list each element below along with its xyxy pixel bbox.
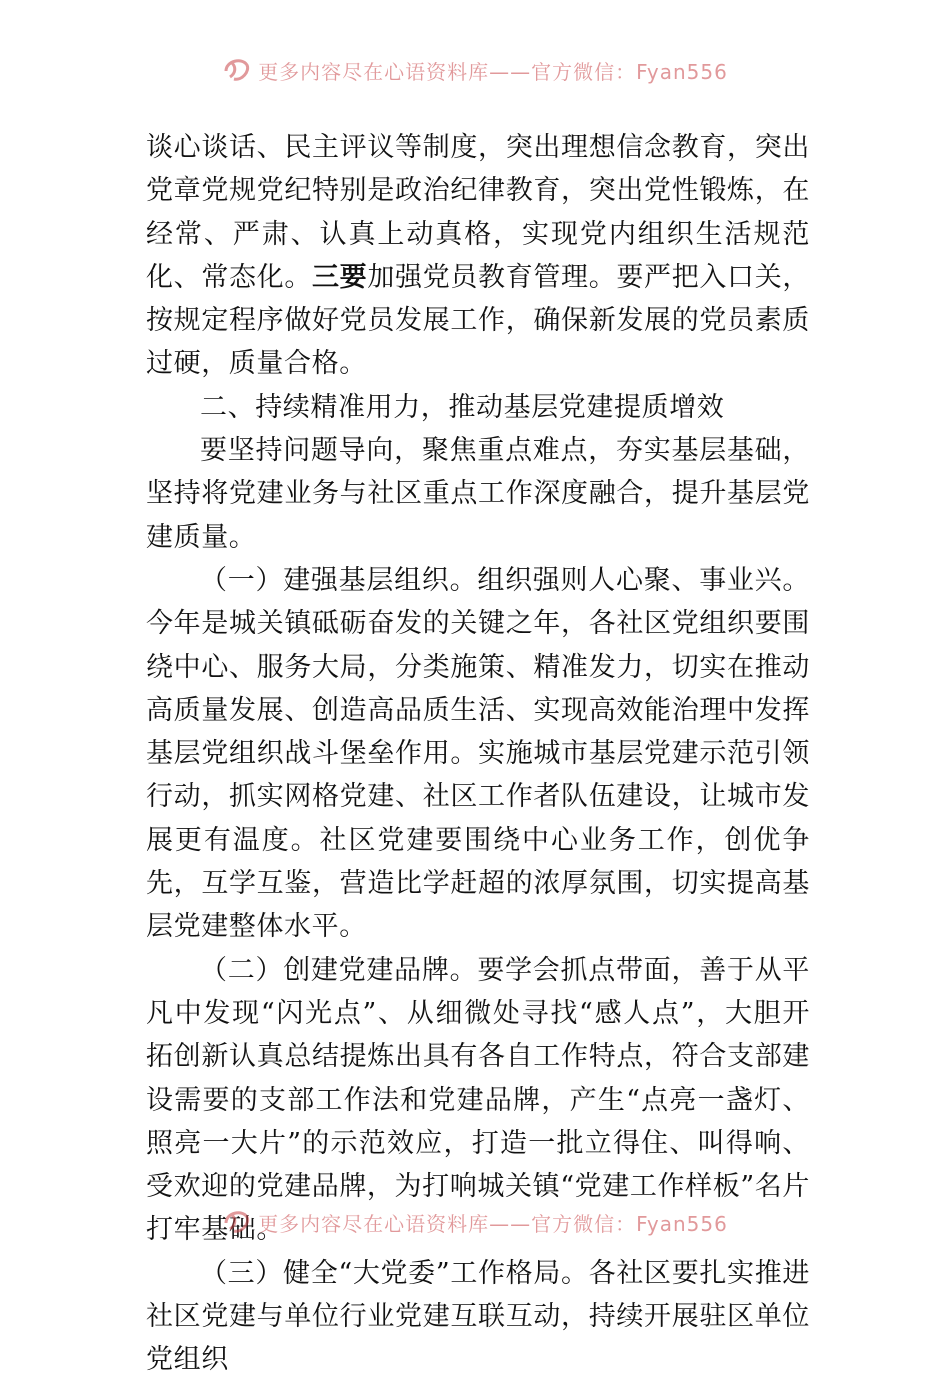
paragraph-1 bbox=[146, 126, 810, 386]
brand-logo-icon bbox=[222, 55, 252, 85]
watermark-text: 更多内容尽在心语资料库——官方微信：Fyan556 bbox=[258, 1211, 728, 1236]
header-watermark bbox=[0, 50, 950, 90]
paragraph-4: （二）创建党建品牌。要学会抓点带面，善于从平凡中发现“闪光点”、从细微处寻找“感人点”，大胆开拓创新认真总结提炼出具有各自工作特点，符合支部建设需要的支部工作法和党建品牌，产生“点亮一盏灯、照亮一大片”的示范效应，打造一批立得住、叫得响、受欢迎的党建品牌，为打响城关镇“党建工作样板”名片打牢基础。 bbox=[146, 954, 810, 1246]
section-heading-2: 二、持续精准用力，推动基层党建提质增效 bbox=[200, 391, 725, 423]
paragraph-3: （一）建强基层组织。组织强则人心聚、事业兴。今年是城关镇砥砺奋发的关键之年，各社区党组织要围绕中心、服务大局，分类施策、精准发力，切实在推动高质量发展、创造高品质生活、实现高效能治理中发挥基层党组织战斗堡垒作用。实施城市基层党建示范引领行动，抓实网格党建、社区工作者队伍建设，让城市发展更有温度。社区党建要围绕中心业务工作，创优争先，互学互鉴，营造比学赶超的浓厚氛围，切实提高基层党建整体水平。 bbox=[146, 564, 810, 943]
paragraph-1-text-b: 加强党员教育管理。要严把入口关，按规定程序做好党员发展工作，确保新发展的党员素质过硬，质量合格。 bbox=[146, 261, 810, 380]
paragraph-1-text-a: 谈心谈话、民主评议等制度，突出理想信念教育，突出党章党规党纪特别是政治纪律教育，突出党性锻炼，在经常、严肃、认真上动真格，实现党内组织生活规范化、常态化。 bbox=[146, 132, 810, 293]
paragraph-1-bold: 三要 bbox=[312, 261, 368, 293]
footer-watermark bbox=[0, 1202, 950, 1242]
document-body bbox=[146, 126, 810, 1382]
watermark-text: 更多内容尽在心语资料库——官方微信：Fyan556 bbox=[258, 59, 728, 84]
paragraph-5: （三）健全“大党委”工作格局。各社区要扎实推进社区党建与单位行业党建互联互动，持续开展驻区单位党组织 bbox=[146, 1257, 810, 1376]
paragraph-2: 要坚持问题导向，聚焦重点难点，夯实基层基础，坚持将党建业务与社区重点工作深度融合，提升基层党建质量。 bbox=[146, 435, 810, 553]
brand-logo-icon bbox=[222, 1207, 252, 1237]
